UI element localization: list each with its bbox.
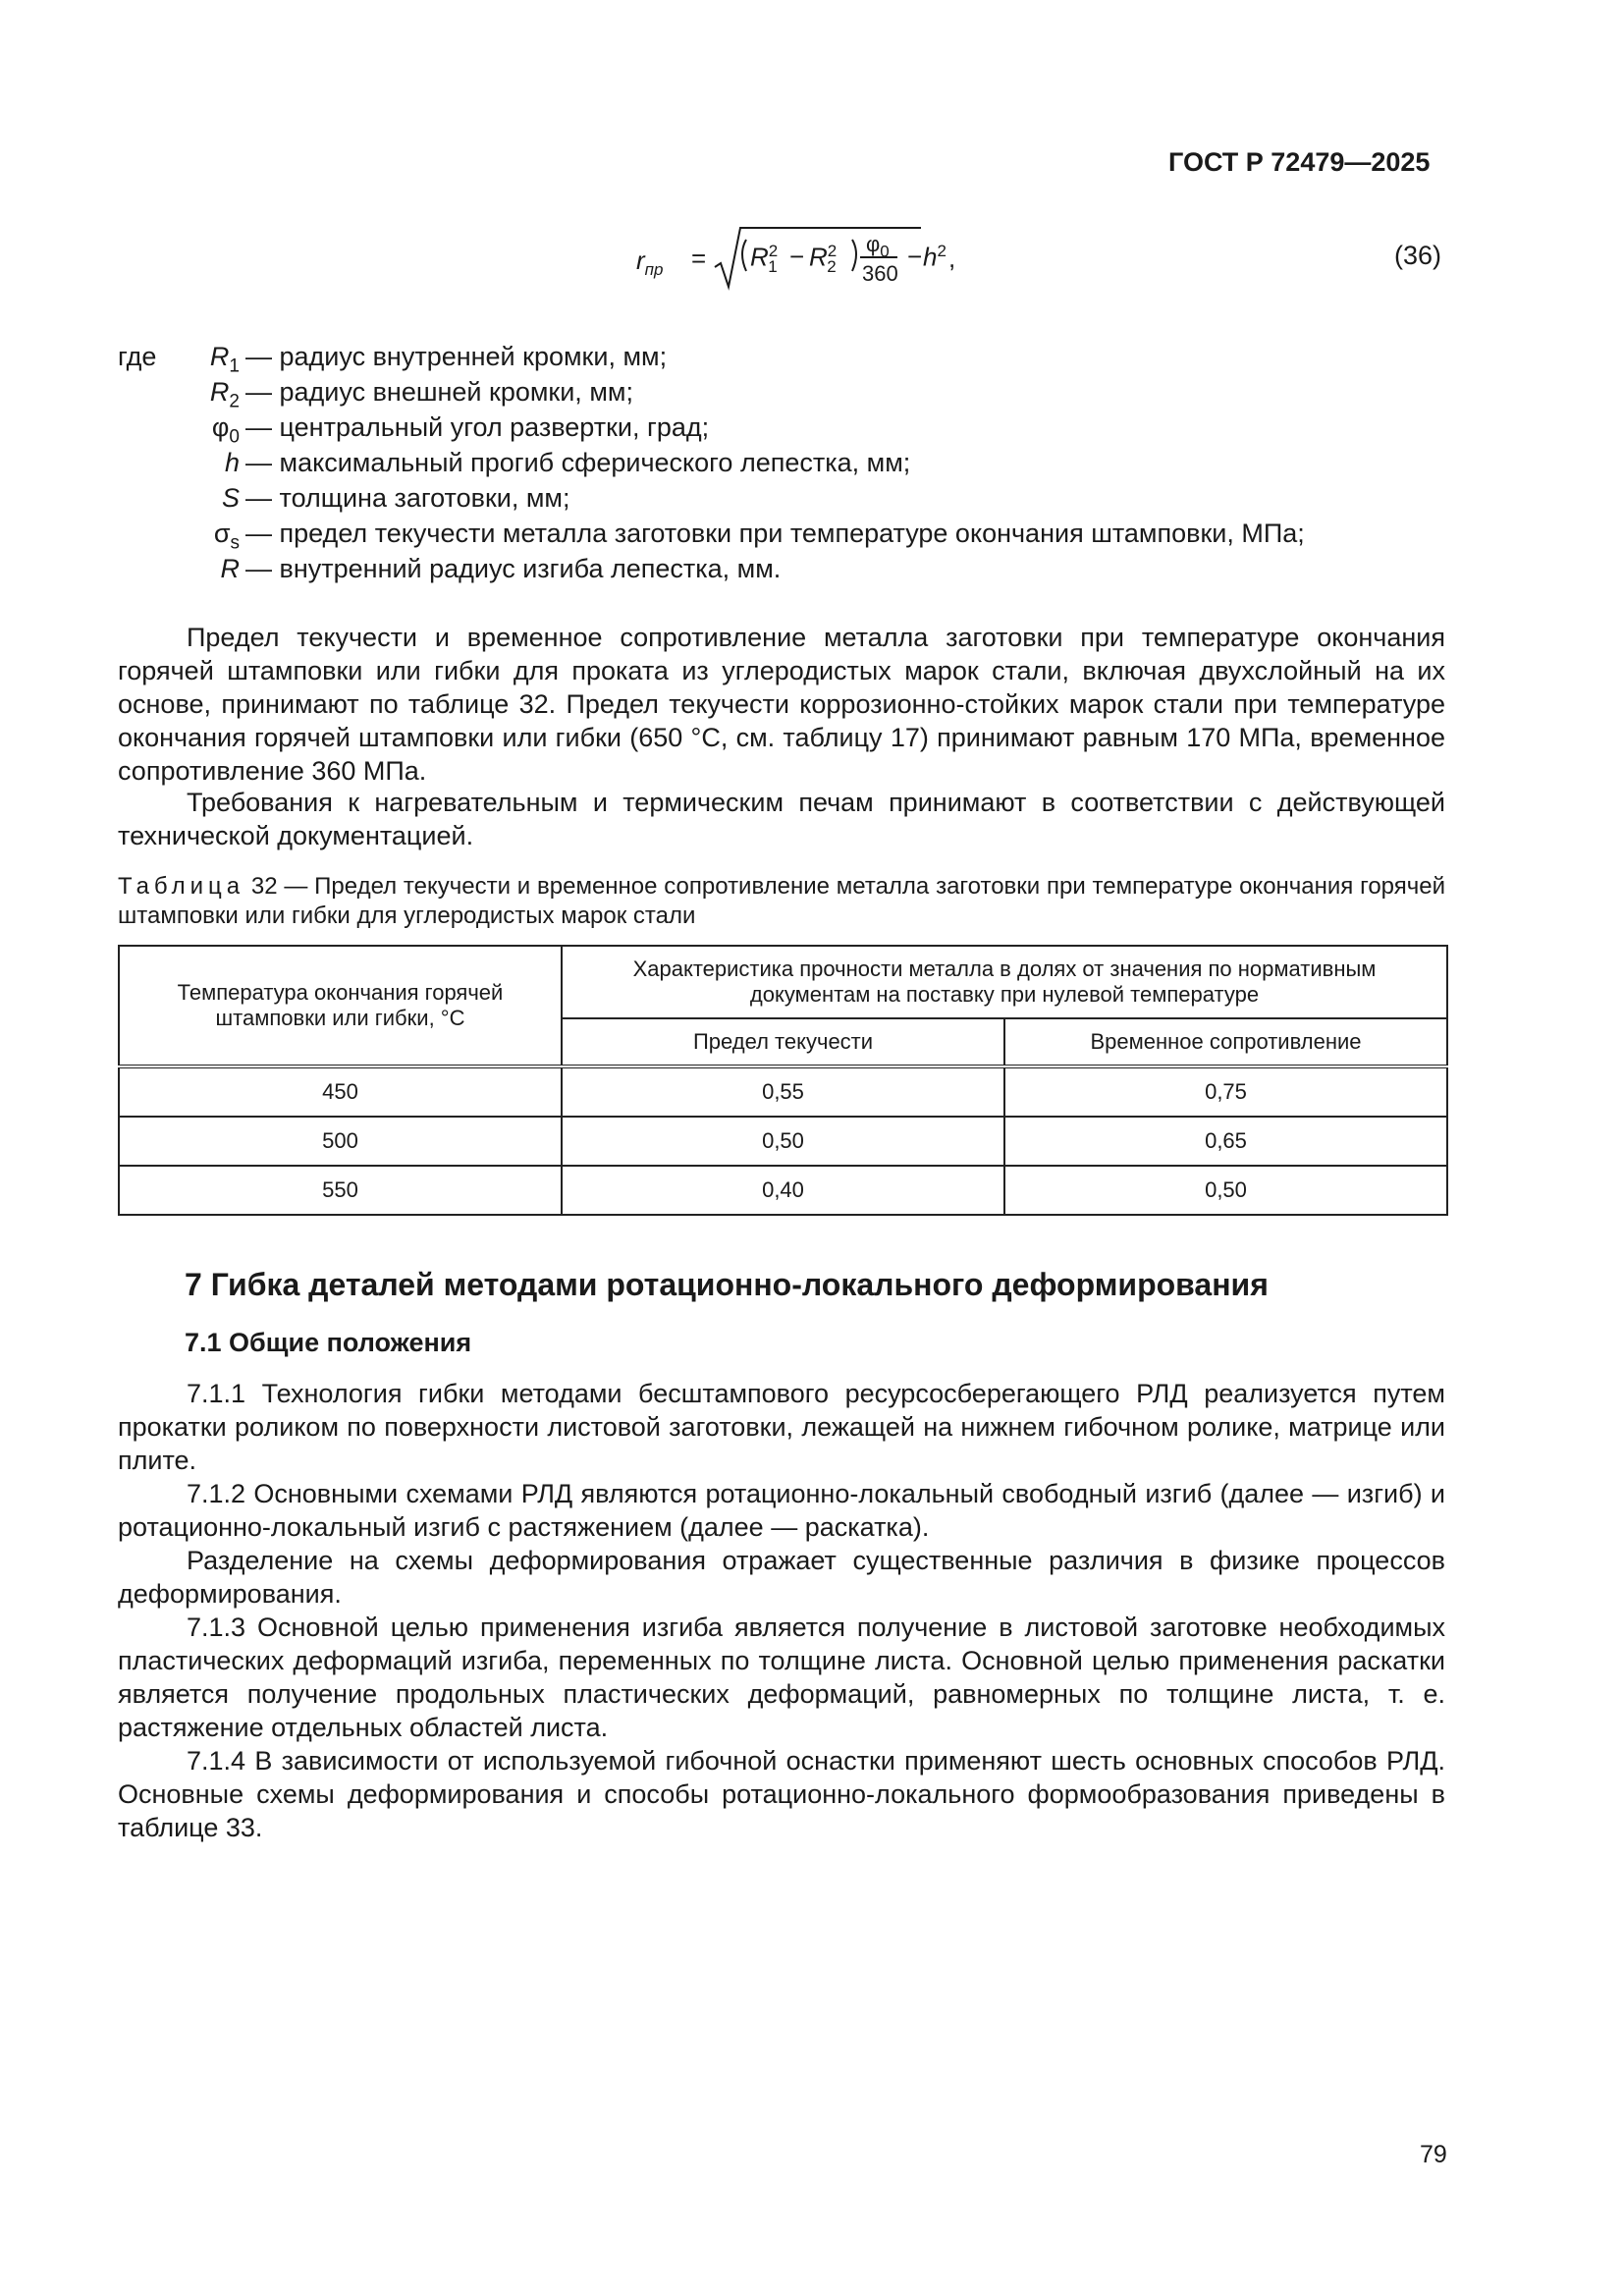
formula-comma: , xyxy=(948,244,956,273)
table-cell-temp: 500 xyxy=(119,1117,562,1166)
section-paragraph: 7.1.1 Технология гибки методами бесштампового ресурсосберегающего РЛД реализуется путем прокатки роликом по поверхности листовой заготовки, лежащей на нижнем гибочном ролике, матрице или плите. xyxy=(118,1379,1445,1475)
definition-symbol: $\varphi_0$ xyxy=(211,412,240,448)
definition-row xyxy=(118,339,1394,377)
definition-text: — центральный угол развертки, град; xyxy=(245,412,710,442)
formula-equals: = xyxy=(691,244,707,273)
table-header-yield: Предел текучести xyxy=(562,1018,1004,1066)
table-cell-tensile: 0,75 xyxy=(1004,1066,1447,1117)
formula-r2: $R^2_2$ xyxy=(809,242,838,276)
subsection-title: 7.1 Общие положения xyxy=(185,1328,472,1357)
definition-text: — радиус внутренней кромки, мм; xyxy=(245,342,668,371)
equation-number: (36) xyxy=(1394,241,1442,270)
definition-row xyxy=(118,374,1394,410)
table-header-group: Характеристика прочности металла в долях от значения по нормативным документам на поставку при нулевой температуре xyxy=(562,946,1447,1018)
formula-lhs: $r_{пр}$ xyxy=(636,246,664,280)
definition-symbol: $R_2$ xyxy=(209,377,240,412)
section-title: 7 Гибка деталей методами ротационно-локального деформирования xyxy=(185,1267,1269,1302)
table-row xyxy=(119,1066,1447,1117)
definition-intro: где xyxy=(118,342,157,371)
definition-text: — толщина заготовки, мм; xyxy=(245,483,570,513)
page-number: 79 xyxy=(1420,2141,1447,2168)
table-32 xyxy=(118,945,1448,1216)
paragraph: Требования к нагревательным и термическим печам принимают в соответствии с действующей технической документацией. xyxy=(118,788,1445,850)
definition-symbol: $\sigma_s$ xyxy=(213,519,240,554)
definition-row xyxy=(118,551,1394,586)
definition-row xyxy=(118,516,1394,554)
section-paragraph: 7.1.4 В зависимости от используемой гибочной оснастки применяют шесть основных способов РЛД. Основные схемы деформирования и способы ротационно-локального формообразования приведены в таблице 33. xyxy=(118,1746,1445,1842)
formula-h: $h^2$ xyxy=(923,242,947,272)
definition-row xyxy=(118,410,1394,448)
standard-code: ГОСТ Р 72479—2025 xyxy=(1168,147,1431,177)
table-row xyxy=(119,1166,1447,1215)
table-row xyxy=(119,1117,1447,1166)
definition-symbol: S xyxy=(221,483,240,513)
table-header-tensile: Временное сопротивление xyxy=(1004,1018,1447,1066)
paragraph: Предел текучести и временное сопротивление металла заготовки при температуре окончания горячей штамповки или гибки для проката из углеродистых марок стали, включая двухслойный на их основе, принимают по таблице 32. Предел текучести коррозионно-стойких марок стали при температуре окончания горячей штамповки или гибки (650 °С, см. таблицу 17) принимают равным 170 МПа, временное сопротивление 360 МПа. xyxy=(118,623,1445,786)
section-paragraph: 7.1.2 Основными схемами РЛД являются ротационно-локальный свободный изгиб (далее — изгиб) и ротационно-локальный изгиб с растяжением (далее — раскатка). xyxy=(118,1479,1445,1542)
formula-36 xyxy=(628,226,956,295)
definition-symbol: R xyxy=(220,554,240,583)
section-paragraph: Разделение на схемы деформирования отражает существенные различия в физике процессов деформирования. xyxy=(118,1546,1445,1609)
formula-frac-num: $\varphi_0$ xyxy=(866,232,890,261)
table-cell-temp: 450 xyxy=(119,1066,562,1117)
table-cell-temp: 550 xyxy=(119,1166,562,1215)
definitions-list xyxy=(118,339,1394,586)
table-cell-tensile: 0,50 xyxy=(1004,1166,1447,1215)
definition-symbol: h xyxy=(224,448,240,477)
table-header-temperature: Температура окончания горячей штамповки или гибки, °С xyxy=(119,946,562,1066)
definition-text: — максимальный прогиб сферического лепестка, мм; xyxy=(245,448,911,477)
formula-frac-den: 360 xyxy=(862,261,898,286)
formula-r1: $R^2_1$ xyxy=(750,242,779,276)
definition-row xyxy=(118,445,1394,480)
definition-text: — предел текучести металла заготовки при температуре окончания штамповки, МПа; xyxy=(245,519,1305,548)
table-caption: Таблица 32 — Предел текучести и временное сопротивление металла заготовки при температуре окончания горячей штамповки или гибки для углеродистых марок стали xyxy=(118,873,1445,929)
section-paragraph: 7.1.3 Основной целью применения изгиба является получение в листовой заготовке необходимых пластических деформаций изгиба, переменных по толщине листа. Основной целью применения раскатки является получение продольных пластических деформаций, равномерных по толщине листа, т. е. растяжение отдельных областей листа. xyxy=(118,1613,1445,1742)
table-cell-tensile: 0,65 xyxy=(1004,1117,1447,1166)
definition-text: — радиус внешней кромки, мм; xyxy=(245,377,633,407)
table-cell-yield: 0,40 xyxy=(562,1166,1004,1215)
formula-minus: − xyxy=(789,242,805,271)
definition-symbol: $R_1$ xyxy=(209,342,240,377)
definition-text: — внутренний радиус изгиба лепестка, мм. xyxy=(245,554,782,583)
definition-row xyxy=(118,480,1394,516)
table-cell-yield: 0,50 xyxy=(562,1117,1004,1166)
table-cell-yield: 0,55 xyxy=(562,1066,1004,1117)
formula-minus: − xyxy=(907,242,923,271)
